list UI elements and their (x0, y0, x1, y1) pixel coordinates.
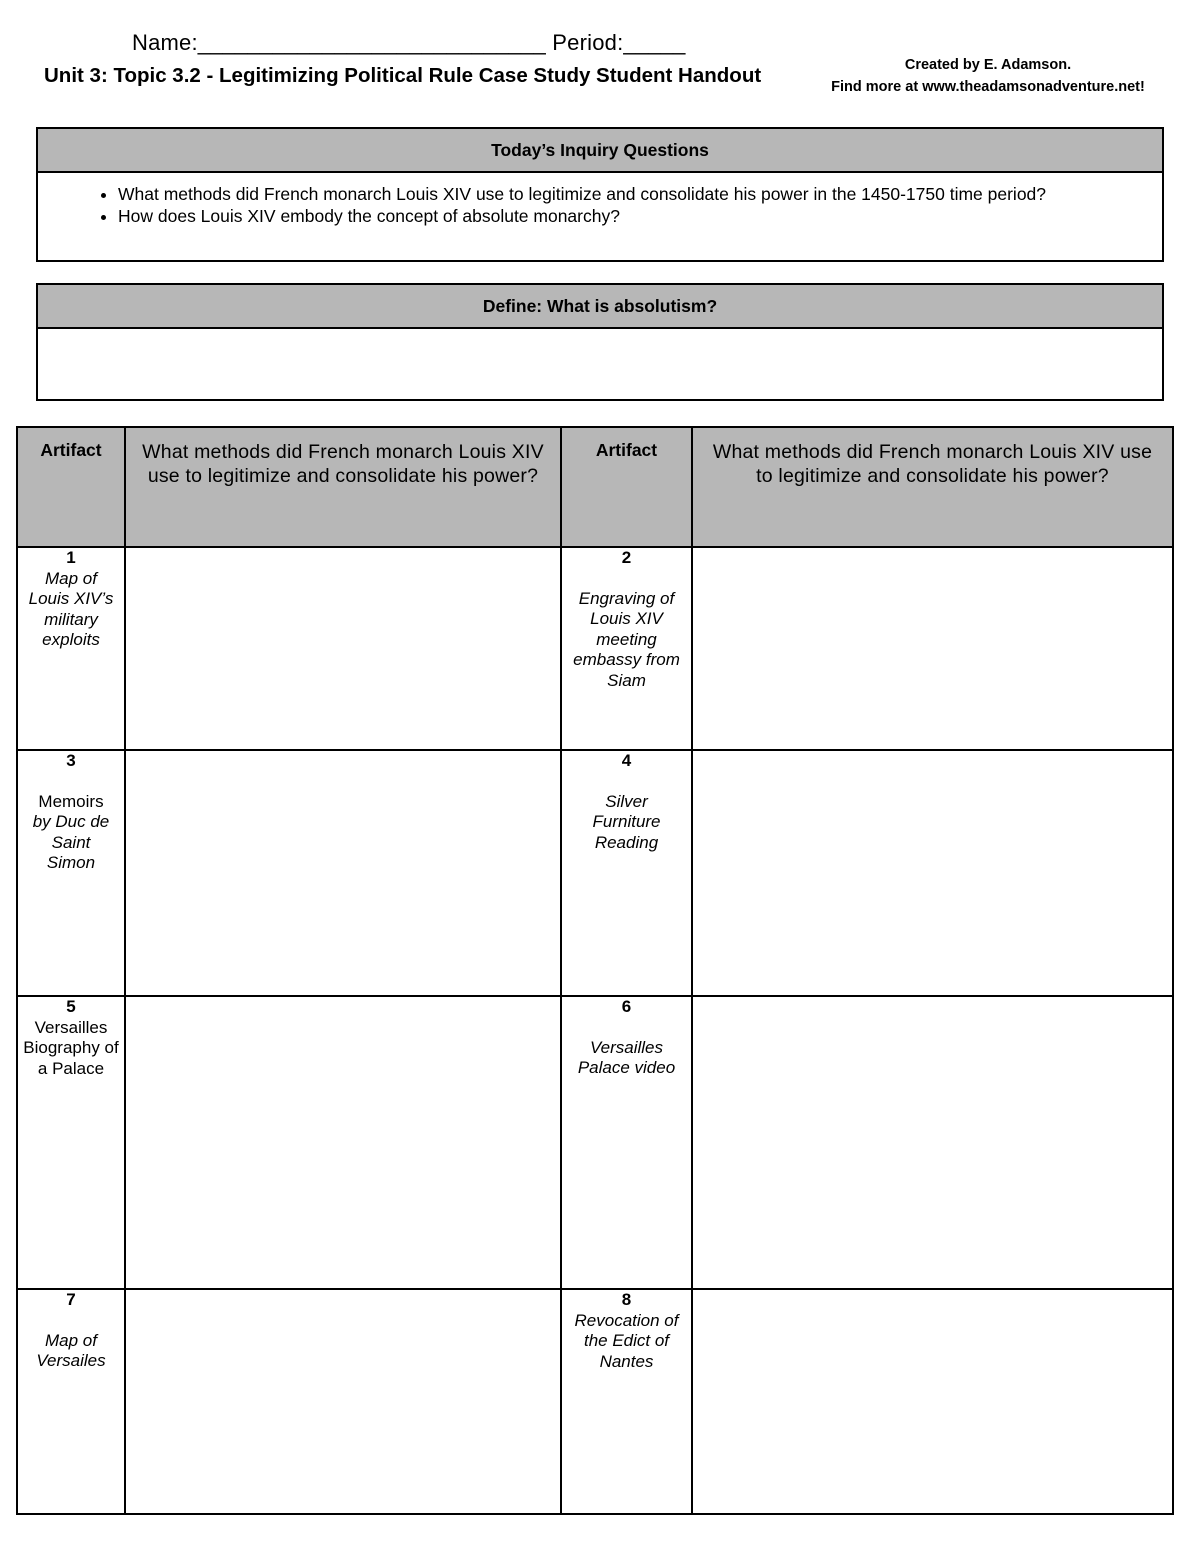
artifact-cell-8 (561, 1289, 692, 1514)
artifact-cell-7 (17, 1289, 125, 1514)
inquiry-heading: Today’s Inquiry Questions (38, 129, 1162, 173)
artifact-header-left: Artifact (17, 427, 125, 547)
artifact-label-plain: Versailles Biography of a Palace (23, 1017, 119, 1078)
answer-cell-1[interactable] (125, 547, 561, 750)
artifact-cell-4 (561, 750, 692, 996)
inquiry-question-1: • What methods did French monarch Louis XIV use to legitimize and consolidate his power in the 1450-1750 time period? (118, 183, 1122, 205)
artifact-cell-6 (561, 996, 692, 1289)
table-row (17, 750, 1173, 996)
table-row (17, 1289, 1173, 1514)
name-period-line[interactable]: Name:____________________________ Period:_____ (132, 30, 686, 55)
artifact-label: by Duc de Saint Simon (32, 812, 110, 872)
artifact-number: 4 (621, 751, 632, 770)
artifact-label: Map of Versailes (36, 1330, 106, 1370)
artifact-number: 8 (621, 1290, 632, 1309)
artifact-number: 6 (621, 997, 632, 1016)
artifact-cell-1 (17, 547, 125, 750)
answer-cell-5[interactable] (125, 996, 561, 1289)
artifact-number: 2 (621, 548, 632, 567)
artifact-number: 1 (66, 548, 76, 567)
define-box (36, 283, 1164, 401)
inquiry-question-2: • How does Louis XIV embody the concept of absolute monarchy? (118, 205, 1122, 227)
artifact-label: Silver Furniture Reading (592, 791, 661, 852)
question-header-left: What methods did French monarch Louis XIV use to legitimize and consolidate his power? (125, 427, 561, 547)
answer-cell-7[interactable] (125, 1289, 561, 1514)
credit-author: Created by E. Adamson. (904, 57, 1072, 73)
answer-cell-4[interactable] (692, 750, 1173, 996)
table-header-row (17, 427, 1173, 547)
answer-cell-8[interactable] (692, 1289, 1173, 1514)
answer-cell-2[interactable] (692, 547, 1173, 750)
answer-cell-3[interactable] (125, 750, 561, 996)
artifact-cell-3 (17, 750, 125, 996)
artifact-label: Versailles Palace video (577, 1037, 676, 1077)
table-row (17, 547, 1173, 750)
artifact-table (16, 426, 1174, 1515)
inquiry-questions-box (36, 127, 1164, 262)
document-title: Unit 3: Topic 3.2 - Legitimizing Political Rule Case Study Student Handout (44, 64, 762, 87)
artifact-number: 5 (66, 997, 76, 1016)
artifact-cell-2 (561, 547, 692, 750)
table-row (17, 996, 1173, 1289)
define-answer-area[interactable] (38, 329, 1162, 397)
credit-website[interactable]: Find more at www.theadamsonadventure.net! (831, 79, 1145, 95)
artifact-label-plain: Memoirs (38, 791, 104, 811)
artifact-label: Map of Louis XIV’s military exploits (28, 568, 114, 649)
inquiry-question-list (38, 173, 1162, 227)
question-header-right: What methods did French monarch Louis XIV use to legitimize and consolidate his power? (692, 427, 1173, 547)
artifact-cell-5 (17, 996, 125, 1289)
artifact-label: Revocation of the Edict of Nantes (574, 1310, 679, 1371)
artifact-label: Engraving of Louis XIV meeting embassy from Siam (573, 588, 680, 690)
artifact-header-right: Artifact (561, 427, 692, 547)
artifact-number: 3 (66, 751, 76, 770)
credit-block (808, 54, 1168, 98)
define-heading: Define: What is absolutism? (38, 285, 1162, 329)
artifact-number: 7 (66, 1290, 76, 1309)
answer-cell-6[interactable] (692, 996, 1173, 1289)
